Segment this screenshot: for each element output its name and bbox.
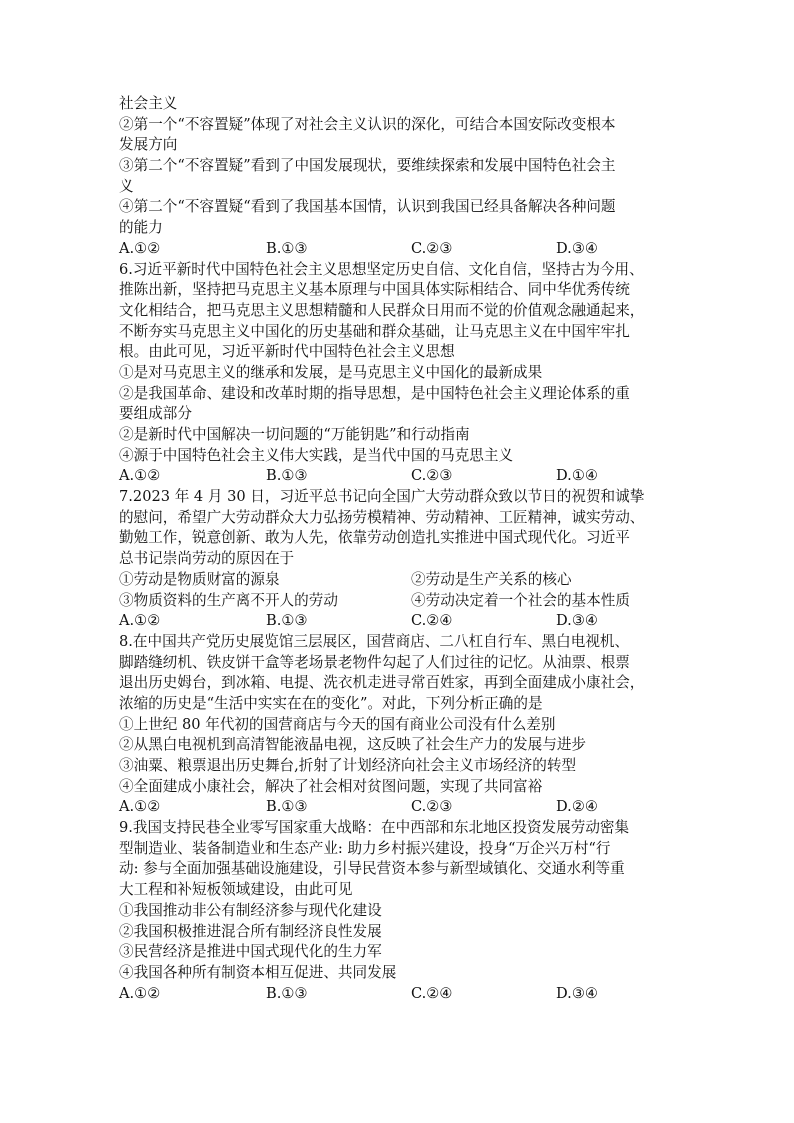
option-a: A.①② <box>119 467 161 485</box>
text-line: 7.2023 年 4 月 30 日，习近平总书记向全国广大劳动群众致以节日的祝贺和诚挚 <box>119 488 645 506</box>
text-line: ④源于中国特色社会主义伟大实践，是当代中国的马克思主义 <box>119 446 514 464</box>
choice-item: ①劳动是物质财富的源泉 <box>119 570 280 588</box>
choice-item: ③物质资料的生产离不开人的劳动 <box>119 591 338 609</box>
text-line: ④第二个“不容置疑“看到了我国基本国情，认识到我国已经具备解决各种问题 <box>119 198 616 216</box>
text-line: 动: 参与全面加强基础设施建设，引导民营资本参与新型域镇化、交通水利等重 <box>119 860 625 878</box>
option-d: D.③④ <box>556 984 598 1002</box>
answer-options <box>119 611 679 632</box>
option-d: D.③④ <box>556 239 598 257</box>
text-line: ③油粟、粮票退出历史舞台,折射了计划经济向社会主义市场经济的转型 <box>119 757 577 774</box>
choice-row <box>119 591 679 612</box>
text-line: 的慰问，希望广大劳动群众大力弘扬劳模精神、劳动精神、工匠精神，诚实劳动、 <box>119 508 645 526</box>
text-line: ④我国各种所有制资本相互促进、共同发展 <box>119 963 397 981</box>
choice-item: ④劳动决定着一个社会的基本性质 <box>411 591 630 609</box>
answer-options <box>119 984 679 1005</box>
option-c: C.②③ <box>411 798 453 816</box>
option-a: A.①② <box>119 798 161 816</box>
text-line: 浓缩的历史是“生活中实实在在的变化”。对此，下列分析正确的是 <box>119 694 543 712</box>
text-line: ②我国积极推进混合所有制经济良性发展 <box>119 922 382 940</box>
option-d: D.①④ <box>556 467 598 485</box>
answer-options <box>119 239 679 260</box>
option-d: D.②④ <box>556 798 598 816</box>
text-line: 不断夯实马克思主义中国化的历史基础和群众基础，让马克思主义在中国牢牢扎 <box>119 322 630 340</box>
option-d: D.③④ <box>556 612 598 630</box>
text-line: ③民营经济是推进中国式现代化的生力军 <box>119 943 382 961</box>
text-line: ①是对马克思主义的继承和发展，是马克思主义中国化的最新成果 <box>119 363 543 381</box>
text-line: 文化相结合，把马克思主义思想精髓和人民群众日用而不觉的价值观念融通起来， <box>119 301 645 319</box>
text-line: ①上世纪 80 年代初的国营商店与今天的国有商业公司没有什么差别 <box>119 715 556 733</box>
text-line: 9.我国支持民巷全业零写国家重大战略：在中西部和东北地区投资发展劳动密集 <box>119 819 630 837</box>
option-b: B.①③ <box>266 984 308 1002</box>
text-line: ②是新时代中国解决一切问题的“万能钥匙”和行动指南 <box>119 426 470 443</box>
text-line: 推陈出新，坚持把马克思主义基本原理与中国具体实际相结合、同中华优秀传统 <box>119 281 630 299</box>
option-c: C.②③ <box>411 467 453 485</box>
text-line: 总书记崇尚劳动的原因在于 <box>119 550 295 568</box>
text-line: 大工程和补短板领域建设，由此可见 <box>119 881 353 899</box>
question-7 <box>119 487 679 632</box>
option-a: A.①② <box>119 984 161 1002</box>
question-6 <box>119 260 679 488</box>
text-line: 义 <box>119 177 134 195</box>
choice-item: ②劳动是生产关系的核心 <box>411 570 572 588</box>
exam-page <box>119 94 679 1004</box>
text-line: 8.在中国共产党历史展览馆三层展区，国营商店、二八杠自行车、黑白电视机、 <box>119 632 630 650</box>
answer-options <box>119 466 679 487</box>
text-line: 社会主义 <box>119 95 178 112</box>
option-a: A.①② <box>119 239 161 257</box>
text-line: ②第一个“不容置疑”体现了对社会主义认识的深化，可结合本国安际改变根本 <box>119 115 616 133</box>
text-line: ③第二个“不容置疑”看到了中国发展现状，要维续探索和发展中国特色社会主 <box>119 157 616 175</box>
question-8 <box>119 632 679 818</box>
choice-row <box>119 570 679 591</box>
text-line: 型制造业、装备制造业和生态产业: 助力乡村振兴建设，投身“万企兴万村“行 <box>119 839 611 857</box>
text-line: 脚踏缝纫机、铁皮饼干盒等老场景老物件勾起了人们过往的记忆。从油票、根票 <box>119 653 630 671</box>
text-line: ②是我国革命、建设和改革时期的指导思想，是中国特色社会主义理论体系的重 <box>119 384 630 402</box>
option-c: C.②④ <box>411 984 453 1002</box>
text-line: 勤勉工作，锐意创新、敢为人先，依靠劳动创造扎实推进中国式现代化。习近平 <box>119 529 630 547</box>
text-line: 6.习近平新时代中国特色社会主义思想坚定历史自信、文化自信，坚持古为今用、 <box>119 260 644 278</box>
text-line: 发展方向 <box>119 136 178 154</box>
answer-options <box>119 797 679 818</box>
text-line: 要组成部分 <box>119 405 192 423</box>
text-line: 的能力 <box>119 219 163 237</box>
question-9 <box>119 818 679 1004</box>
option-b: B.①③ <box>266 239 308 257</box>
option-a: A.①② <box>119 612 161 630</box>
option-b: B.①③ <box>266 467 308 485</box>
option-c: C.②④ <box>411 612 453 630</box>
option-c: C.②③ <box>411 239 453 257</box>
text-line: 根。由此可见，习近平新时代中国特色社会主义思想 <box>119 343 455 361</box>
question-5-tail <box>119 94 679 260</box>
option-b: B.①③ <box>266 798 308 816</box>
text-line: ②从黑白电视机到高清智能液晶电视，这反映了社会生产力的发展与进步 <box>119 736 587 754</box>
text-line: 退出历史姆台，到冰箱、电提、洗衣机走进寻常百姓家，再到全面建成小康社会， <box>119 674 645 692</box>
text-line: ①我国推动非公有制经济参与现代化建设 <box>119 901 382 919</box>
text-line: ④全面建成小康社会，解决了社会相对贫图问题，实现了共同富裕 <box>119 777 543 795</box>
option-b: B.①③ <box>266 612 308 630</box>
